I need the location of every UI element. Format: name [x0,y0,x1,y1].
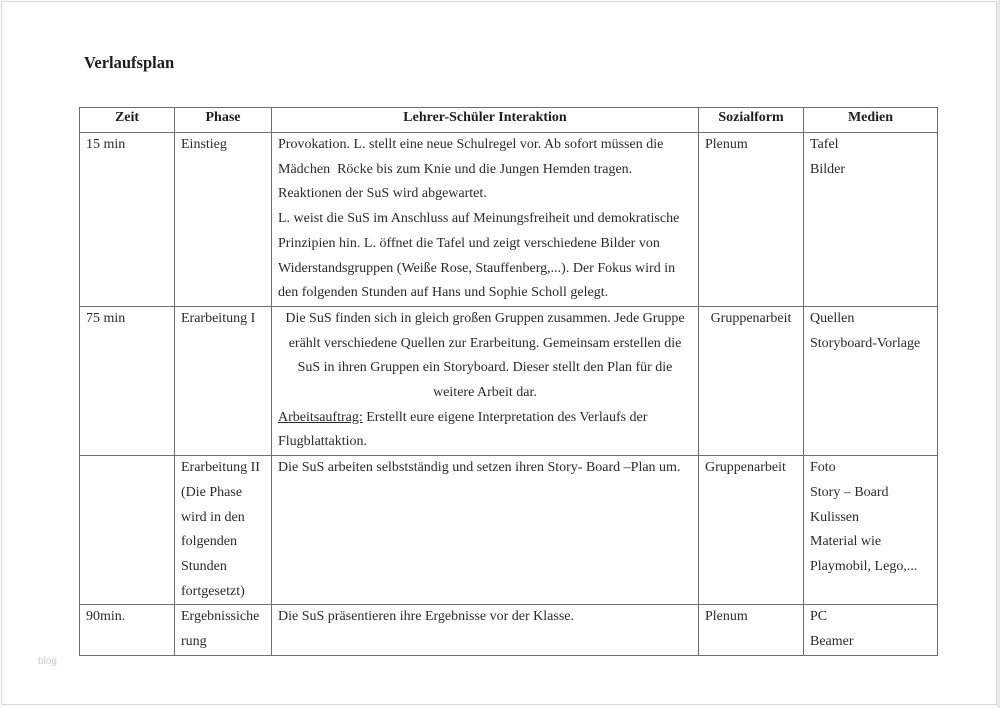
medien-item: Playmobil, Lego,... [810,558,918,574]
phase-line: Einstieg [181,137,227,152]
interaktion-line: Prinzipien hin. L. öffnet die Tafel und zeigt verschiedene Bilder von [278,235,660,251]
medien-item: PC [810,609,828,625]
table-header-row [80,108,938,133]
medien-item: Kulissen [810,509,859,525]
sozialform-value: Gruppenarbeit [710,310,792,326]
interaktion-line: Widerstandsgruppen (Weiße Rose, Stauffenberg,...). Der Fokus wird in [278,260,676,276]
header-medien: Medien [804,108,938,133]
cell-medien [804,133,938,307]
medien-item: Foto [810,460,836,476]
phase-line: Stunden [181,558,227,574]
cell-zeit [80,605,175,655]
cell-sozialform [699,133,804,307]
interaktion-line: SuS in ihren Gruppen ein Storyboard. Dieser stellt den Plan für die [297,360,673,376]
zeit-value: 15 min [86,137,126,152]
cell-phase [175,605,272,655]
arbeitsauftrag-line [278,406,692,431]
interaktion-line: erählt verschiedene Quellen zur Erarbeitung. Gemeinsam erstellen die [288,335,682,351]
cell-sozialform [699,306,804,455]
phase-line: Erarbeitung II [181,460,260,476]
interaktion-line: L. weist die SuS im Anschluss auf Meinungsfreiheit und demokratische [278,211,680,227]
header-interaktion: Lehrer-Schüler Interaktion [272,108,699,133]
phase-line: rung [181,634,207,650]
cell-zeit [80,133,175,307]
interaktion-line: Die SuS präsentieren ihre Ergebnisse vor der Klasse. [278,609,574,625]
phase-line: Erarbeitung I [181,310,256,326]
phase-line: fortgesetzt) [181,583,245,599]
cell-sozialform [699,456,804,605]
cell-zeit [80,456,175,605]
cell-interaktion [272,133,699,307]
zeit-value: 90min. [86,609,126,625]
cell-sozialform [699,605,804,655]
interaktion-line: Die SuS finden sich in gleich großen Gruppen zusammen. Jede Gruppe [285,310,685,326]
sozialform-value: Plenum [705,609,748,625]
cell-medien [804,456,938,605]
interaktion-line: den folgenden Stunden auf Hans und Sophie Scholl gelegt. [278,285,609,301]
cell-interaktion [272,605,699,655]
medien-item: Bilder [810,161,845,177]
phase-line: Ergebnissiche [181,609,260,625]
table-row [80,605,938,655]
phase-line: wird in den [181,509,245,525]
interaktion-line: Reaktionen der SuS wird abgewartet. [278,186,487,202]
medien-item: Tafel [810,137,839,152]
watermark-text: blog [38,656,57,667]
cell-phase [175,456,272,605]
cell-medien [804,605,938,655]
table-row [80,306,938,455]
cell-medien [804,306,938,455]
medien-item: Quellen [810,310,855,326]
cell-interaktion [272,456,699,605]
cell-phase [175,306,272,455]
cell-interaktion [272,306,699,455]
interaktion-line: Provokation. L. stellt eine neue Schulregel vor. Ab sofort müssen die [278,137,664,152]
verlaufsplan-table [79,107,938,656]
document-title: Verlaufsplan [84,53,175,72]
interaktion-line: weitere Arbeit dar. [433,385,537,401]
medien-item: Storyboard-Vorlage [810,335,921,351]
cell-phase [175,133,272,307]
cell-zeit [80,306,175,455]
table-row [80,133,938,307]
zeit-value: 75 min [86,310,126,326]
sozialform-value: Gruppenarbeit [705,460,786,476]
arbeitsauftrag-cont: Flugblattaktion. [278,434,368,450]
arbeitsauftrag-label: Arbeitsauftrag: [278,409,363,425]
medien-item: Material wie [810,534,882,550]
header-phase: Phase [175,108,272,133]
medien-item: Story – Board [810,484,889,500]
phase-line: (Die Phase [181,484,243,500]
phase-line: folgenden [181,534,237,550]
table-row [80,456,938,605]
header-sozialform: Sozialform [699,108,804,133]
interaktion-line: Die SuS arbeiten selbstständig und setzen ihren Story- Board –Plan um. [278,460,681,476]
medien-item: Beamer [810,634,854,650]
arbeitsauftrag-text: Erstellt eure eigene Interpretation des Verlaufs der [362,409,648,425]
sozialform-value: Plenum [705,137,748,152]
interaktion-line: Mädchen Röcke bis zum Knie und die Jungen Hemden tragen. [278,161,633,177]
header-zeit: Zeit [80,108,175,133]
